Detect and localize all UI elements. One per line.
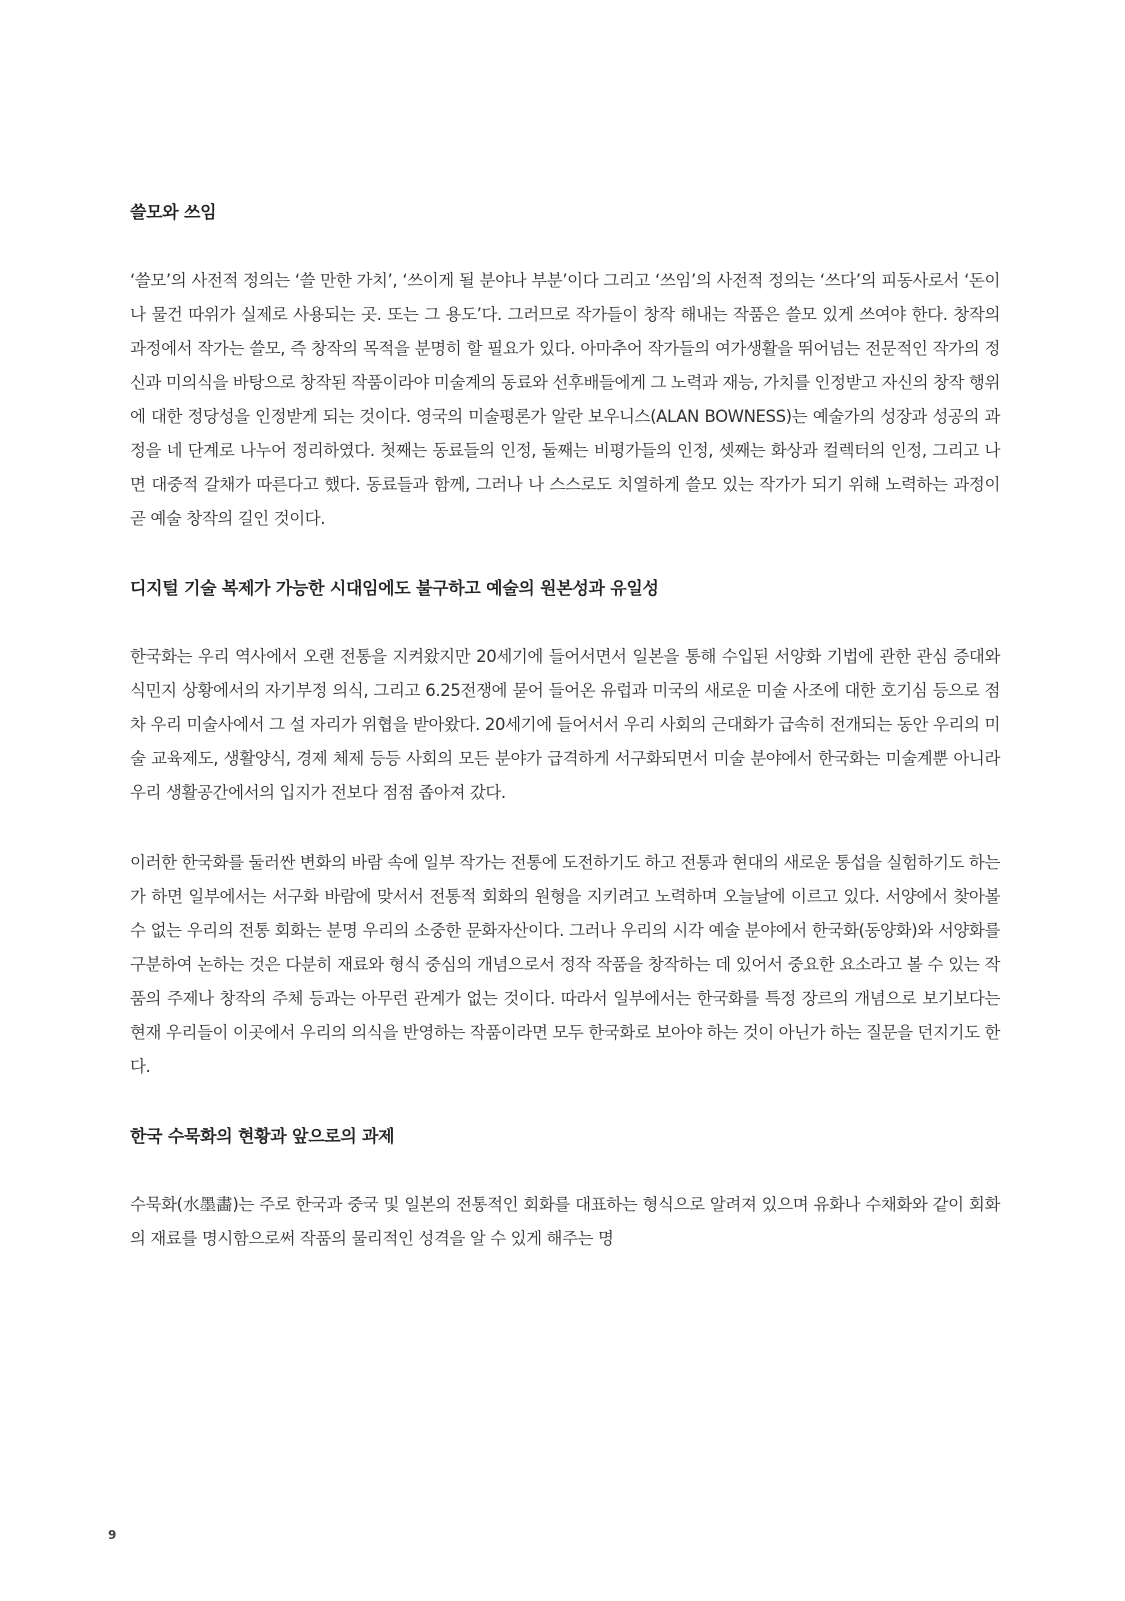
- body-paragraph: 이러한 한국화를 둘러싼 변화의 바람 속에 일부 작가는 전통에 도전하기도 하고 전통과 현대의 새로운 통섭을 실험하기도 하는가 하면 일부에서는 서구화 바람에 맞서서 전통적 회화의 원형을 지키려고 노력하며 오늘날에 이르고 있다. 서양에서 찾아볼 수 없는 우리의 전통 회화는 분명 우리의 소중한 문화자산이다. 그러나 우리의 시각 예술 분야에서 한국화(동양화)와 서양화를 구분하여 논하는 것은 다분히 재료와 형식 중심의 개념으로서 정작 작품을 창작하는 데 있어서 중요한 요소라고 볼 수 있는 작품의 주제나 창작의 주체 등과는 아무런 관계가 없는 것이다. 따라서 일부에서는 한국화를 특정 장르의 개념으로 보기보다는 현재 우리들이 이곳에서 우리의 의식을 반영하는 작품이라면 모두 한국화로 보아야 하는 것이 아닌가 하는 질문을 던지기도 한다.: [130, 853, 1001, 1076]
- page-content: [130, 200, 1000, 1256]
- section-heading-ink-painting: 한국 수묵화의 현황과 앞으로의 과제: [130, 1127, 395, 1147]
- section-heading-usefulness: 쓸모와 쓰임: [130, 203, 217, 223]
- body-paragraph: 한국화는 우리 역사에서 오랜 전통을 지켜왔지만 20세기에 들어서면서 일본을 통해 수입된 서양화 기법에 관한 관심 증대와 식민지 상황에서의 자기부정 의식, 그리고 6.25전쟁에 묻어 들어온 유럽과 미국의 새로운 미술 사조에 대한 호기심 등으로 점차 우리 미술사에서 그 설 자리가 위협을 받아왔다. 20세기에 들어서서 우리 사회의 근대화가 급속히 전개되는 동안 우리의 미술 교육제도, 생활양식, 경제 체제 등등 사회의 모든 분야가 급격하게 서구화되면서 미술 분야에서 한국화는 미술계뿐 아니라 우리 생활공간에서의 입지가 전보다 점점 좁아져 갔다.: [130, 647, 1000, 802]
- body-paragraph: ‘쓸모’의 사전적 정의는 ‘쓸 만한 가치’, ‘쓰이게 될 분야나 부분’이다 그리고 ‘쓰임’의 사전적 정의는 ‘쓰다’의 피동사로서 ‘돈이나 물건 따위가 실제로 사용되는 곳. 또는 그 용도’다. 그러므로 작가들이 창작 해내는 작품은 쓸모 있게 쓰여야 한다. 창작의 과정에서 작가는 쓸모, 즉 창작의 목적을 분명히 할 필요가 있다. 아마추어 작가들의 여가생활을 뛰어넘는 전문적인 작가의 정신과 미의식을 바탕으로 창작된 작품이라야 미술계의 동료와 선후배들에게 그 노력과 재능, 가치를 인정받고 자신의 창작 행위에 대한 정당성을 인정받게 되는 것이다. 영국의 미술평론가 알란 보우니스(ALAN BOWNESS)는 예술가의 성장과 성공의 과정을 네 단계로 나누어 정리하였다. 첫째는 동료들의 인정, 둘째는 비평가들의 인정, 셋째는 화상과 컬렉터의 인정, 그리고 나면 대중적 갈채가 따른다고 했다. 동료들과 함께, 그러나 나 스스로도 치열하게 쓸모 있는 작가가 되기 위해 노력하는 과정이 곧 예술 창작의 길인 것이다.: [130, 271, 1001, 528]
- section-heading-originality: 디지털 기술 복제가 가능한 시대임에도 불구하고 예술의 원본성과 유일성: [130, 579, 659, 599]
- body-paragraph: 수묵화(水墨畵)는 주로 한국과 중국 및 일본의 전통적인 회화를 대표하는 형식으로 알려져 있으며 유화나 수채화와 같이 회화의 재료를 명시함으로써 작품의 물리적인 성격을 알 수 있게 해주는 명: [130, 1195, 1000, 1248]
- page-number: 9: [108, 1528, 117, 1542]
